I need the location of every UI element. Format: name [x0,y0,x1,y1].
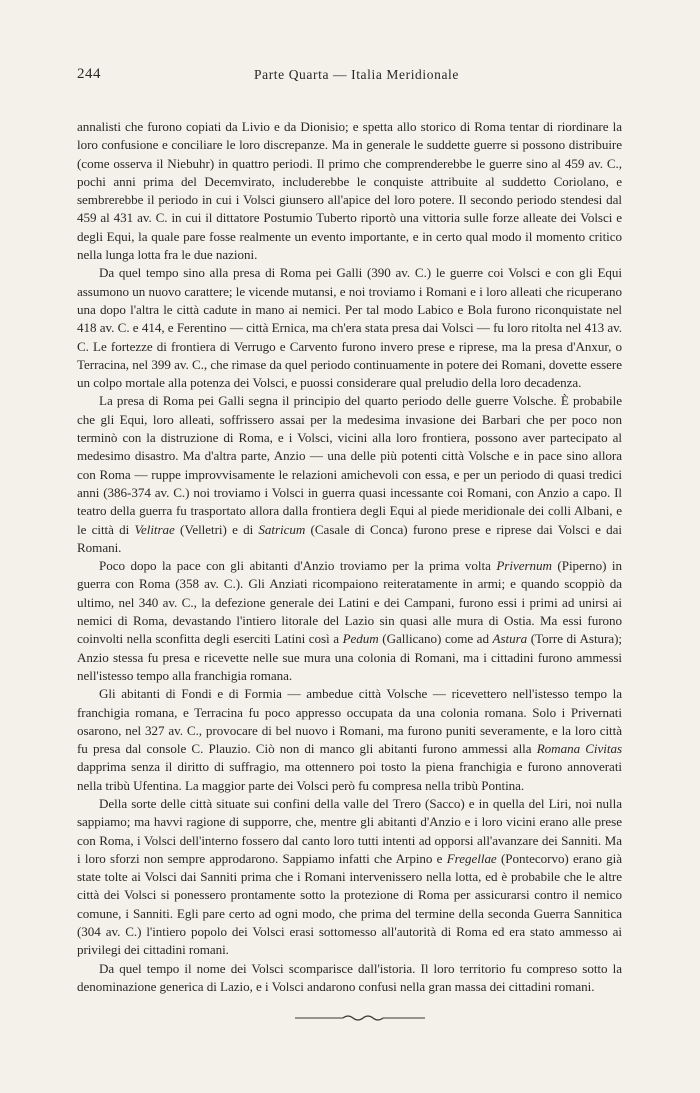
text-run: (Casale di Conca) furono prese e riprese dai Volsci e dai Romani. [77,521,622,555]
text-run: (Velletri) e di [174,521,259,537]
text-run: (Pontecorvo) erano già state tolte ai Volsci dai Sanniti prima che i Romani intervenissero nella lotta, ed è probabile che le altre città dei Volsci si ponessero prontamente sotto la protezione di Roma per assicurarsi contro il nemico comune, i Sanniti. Egli pare certo ad ogni modo, che prima del termine della seconda Guerra Sannitica (304 av. C.) l'intiero popolo dei Volsci erasi sottomesso all'autorità di Roma ed era stato ammesso ai privilegi dei cittadini romani. [77,850,622,958]
italic-text: Privernum [496,558,552,574]
paragraph [77,118,622,264]
text-run: (Torre di Astura); Anzio stessa fu presa e ricevette nelle sue mura una colonia di Romani, ma i cittadini furono ammessi nell'istesso tempo alla franchigia romana. [77,631,622,683]
italic-text: Fregellae [446,850,497,866]
running-title: Parte Quarta — Italia Meridionale [254,67,459,82]
page-number: 244 [77,66,101,82]
text-run: dapprima senza il diritto di suffragio, ma ottennero poi tosto la piena franchigia e furono annoverati nella tribù Ufentina. La maggior parte dei Volsci però fu compresa nella tribù Pontina. [77,759,622,793]
italic-text: Astura [492,631,528,647]
paragraph [77,960,622,997]
paragraph [77,557,622,685]
text-run: (Gallicano) come ad [378,631,493,647]
page-header [77,66,622,88]
paragraph [77,392,622,557]
text-run: Gli abitanti di Fondi e di Formia — ambedue città Volsche — ricevettero nell'istesso tempo la franchigia romana, e Terracina fu poco appresso occupata da una colonia romana. Solo i Privernati osarono, nel 327 av. C., provocare di bel nuovo i Romani, ma furono puniti severamente, e la loro città fu presa dal console C. Plauzio. Ciò non di manco gli abitanti furono ammessi alla [77,686,622,757]
text-run: Della sorte delle città situate sui confini della valle del Trero (Sacco) e in quella del Liri, noi nulla sappiamo; ma havvi ragione di supporre, che, mentre gli abitanti d'Anzio e i loro vicini erano alle prese con Roma, i Volsci dell'interno fossero dal canto loro tutti intenti ad opporsi all'avanzare dei Sanniti. Ma i loro sforzi non sempre approdarono. Sappiamo infatti che Arpino e [77,795,622,866]
text-run: Da quel tempo sino alla presa di Roma pei Galli (390 av. C.) le guerre coi Volsci e con gli Equi assumono un nuovo carattere; le vicende mutansi, e noi troviamo i Romani e i loro alleati che ricuperano una dopo l'altra le città cadute in mano ai nemici. Per tal modo Labico e Bola furono riconquistate nel 418 av. C. e 414, e Ferentino — città Ernica, ma ch'era stata presa dai Volsci — fu loro ritolta nel 413 av. C. Le fortezze di frontiera di Verrugo e Carvento furono invero prese e riprese, ma la presa d'Anxur, o Terracina, nel 399 av. C., che rimase da quel periodo continuamente in potere dei Romani, dovette essere un colpo mortale alla potenza dei Volsci, e puossi considerare qual preludio della loro decadenza. [77,265,622,391]
text-run: Poco dopo la pace con gli abitanti d'Anzio troviamo per la prima volta [99,558,497,574]
text-run: Da quel tempo il nome dei Volsci scomparisce dall'istoria. Il loro territorio fu compreso sotto la denominazione generica di Lazio, e i Volsci andarono confusi nella gran massa dei cittadini romani. [77,960,622,994]
italic-text: Romana Civitas [536,741,622,757]
italic-text: Velitrae [134,521,175,537]
text-run: (Piperno) in guerra con Roma (358 av. C.). Gli Anziati ricompaiono reiteratamente in armi; e quando scoppiò da ultimo, nel 340 av. C., la defezione generale dei Latini e dei Campani, furono essi i primi ad unirsi ai nemici di Roma, devastando l'intiero litorale del Lazio sin quasi alle mura di Ostia. Ma essi furono coinvolti nella sconfitta degli eserciti Latini così a [77,558,622,647]
italic-text: Pedum [342,631,379,647]
end-ornament-icon [295,1012,425,1024]
italic-text: Satricum [258,521,306,537]
text-run: annalisti che furono copiati da Livio e da Dionisio; e spetta allo storico di Roma tentar di riordinare la loro confusione e conciliare le loro discrepanze. Ma in generale le suddette guerre si possono distribuire (come osserva il Niebuhr) in quattro periodi. Il primo che comprenderebbe le guerre sino al 459 av. C., pochi anni prima del Decemvirato, includerebbe le conquiste attribuite al suddetto Coriolano, e sembrerebbe il periodo in cui i Volsci giunsero all'apice del loro potere. Il secondo periodo stendesi dal 459 al 431 av. C. in cui il dittatore Postumio Tuberto riportò una vittoria sulle forze alleate dei Volsci e degli Equi, la quale pare fosse realmente un evento importante, e in certo qual modo il momento critico nella lunga lotta fra le due nazioni. [77,119,622,263]
text-run: La presa di Roma pei Galli segna il principio del quarto periodo delle guerre Volsche. È probabile che gli Equi, loro alleati, soffrissero assai per la medesima invasione dei Barbari che per poco non terminò con la distruzione di Roma, e i Volsci, vicini alla loro frontiera, possono aver partecipato al medesimo disastro. Ma d'altra parte, Anzio — una delle più potenti città Volsche e in pace sino allora con Roma — ruppe improvvisamente le relazioni amichevoli con essa, e per un periodo di quasi tredici anni (386-374 av. C.) noi troviamo i Volsci in guerra quasi incessante coi Romani, con Anzio a capo. Il teatro della guerra fu trasportato allora dalla frontiera degli Equi al piede meridionale dei colli Albani, e le città di [77,393,622,537]
paragraph [77,264,622,392]
paragraph [77,685,622,795]
body-text [77,118,622,996]
paragraph [77,795,622,960]
